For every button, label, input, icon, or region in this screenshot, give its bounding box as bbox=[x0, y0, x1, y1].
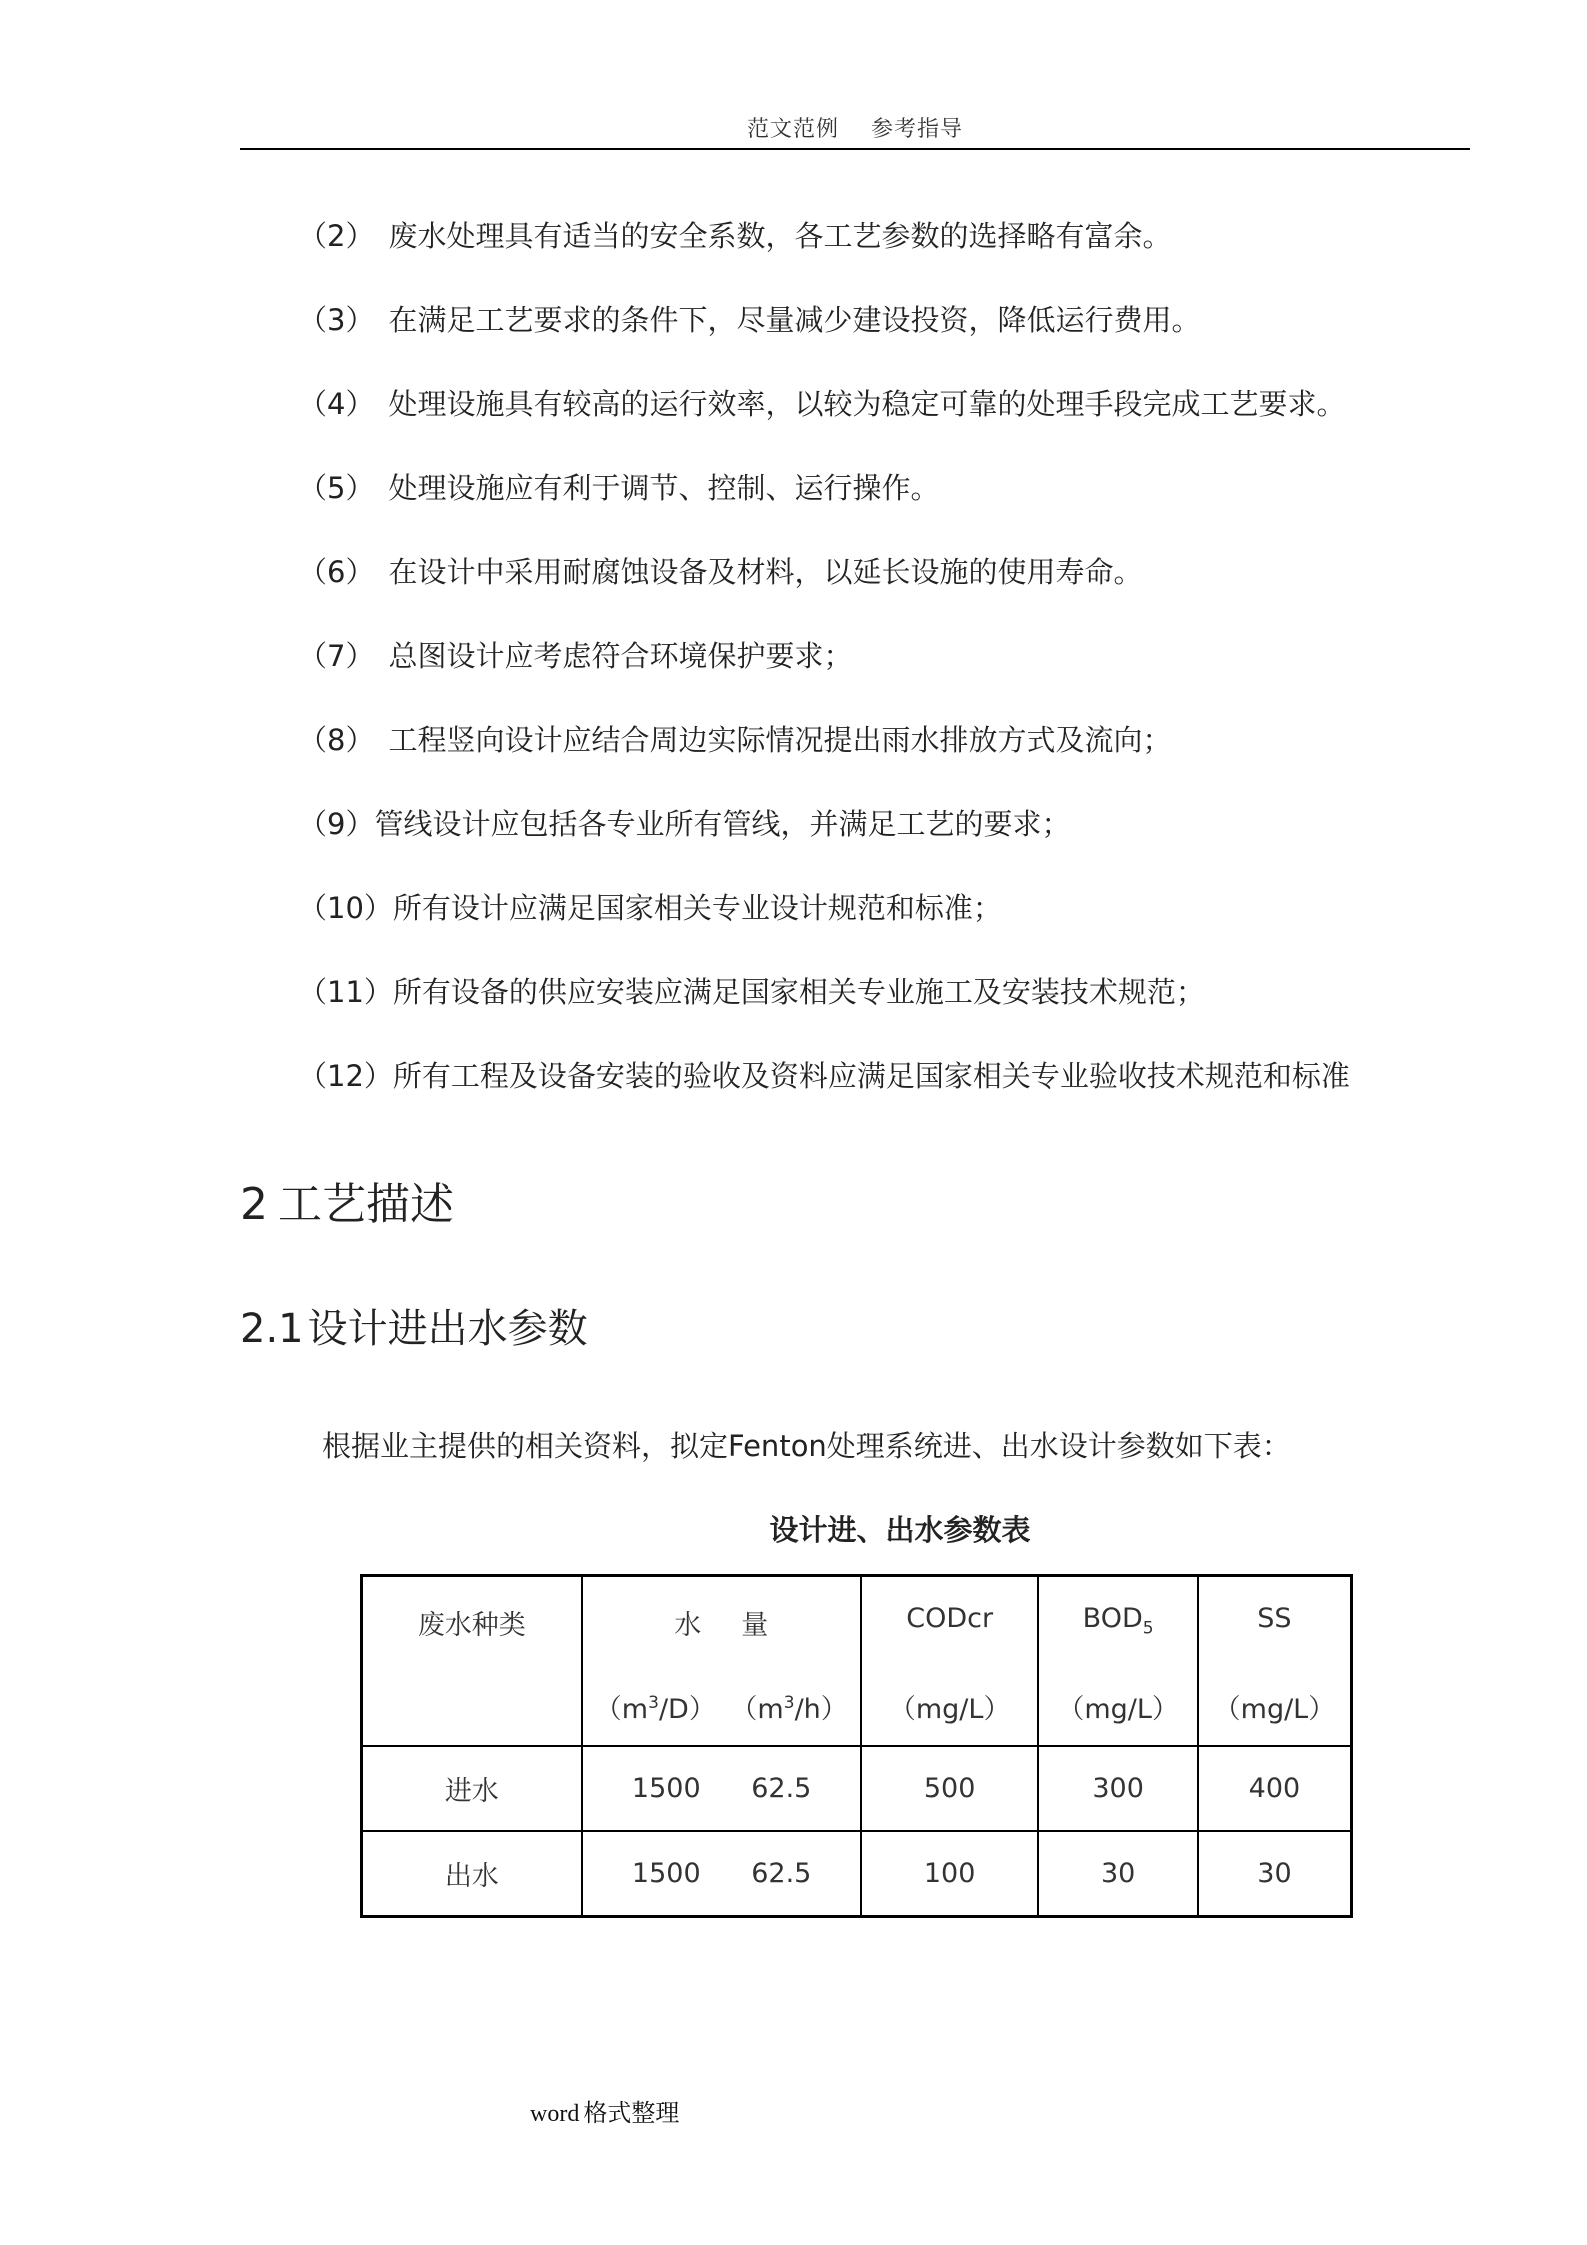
unit-hour-pre: （m bbox=[730, 1694, 784, 1725]
item-text: 总图设计应考虑符合环境保护要求； bbox=[388, 639, 853, 673]
item-text: 所有设备的供应安装应满足国家相关专业施工及安装技术规范； bbox=[392, 975, 1205, 1009]
parameters-table bbox=[360, 1574, 1353, 1918]
cell-flow-hour: 62.5 bbox=[751, 1857, 812, 1889]
list-item bbox=[298, 628, 1488, 712]
item-text: 所有设计应满足国家相关专业设计规范和标准； bbox=[392, 891, 1002, 925]
item-number: （2） bbox=[298, 219, 375, 253]
list-item bbox=[298, 208, 1488, 292]
item-number: （5） bbox=[298, 471, 375, 505]
header-cell-bod bbox=[1038, 1576, 1198, 1747]
table-row bbox=[362, 1746, 1352, 1831]
unit-day-pre: （m bbox=[594, 1694, 649, 1725]
header-bod-label bbox=[1039, 1603, 1197, 1638]
list-item bbox=[298, 964, 1488, 1048]
section-heading bbox=[240, 1168, 464, 1232]
header-ss-label: SS bbox=[1257, 1603, 1292, 1634]
unit-per-hour bbox=[730, 1694, 847, 1725]
page-footer bbox=[530, 2093, 683, 2128]
cell-cod: 500 bbox=[861, 1746, 1038, 1831]
cell-type: 进水 bbox=[362, 1746, 582, 1831]
intro-paragraph: 根据业主提供的相关资料，拟定Fenton处理系统进、出水设计参数如下表： bbox=[322, 1429, 1291, 1463]
header-cell-ss bbox=[1198, 1576, 1352, 1747]
item-text: 管线设计应包括各专业所有管线，并满足工艺的要求； bbox=[374, 807, 1071, 841]
cell-cod: 100 bbox=[861, 1831, 1038, 1916]
header-cell-flow bbox=[582, 1576, 861, 1747]
header-ss-unit: （mg/L） bbox=[1213, 1694, 1336, 1725]
table-caption: 设计进、出水参数表 bbox=[769, 1513, 1031, 1547]
item-text: 工程竖向设计应结合周边实际情况提出雨水排放方式及流向； bbox=[388, 723, 1172, 757]
unit-hour-post: /h） bbox=[794, 1694, 848, 1725]
subsection-number: 2.1 bbox=[240, 1306, 304, 1352]
cell-type: 出水 bbox=[362, 1831, 582, 1916]
footer-text: 格式整理 bbox=[583, 2101, 680, 2127]
unit-day-sup: 3 bbox=[648, 1693, 659, 1713]
header-bod-main: BOD bbox=[1082, 1603, 1143, 1634]
section-title: 工艺描述 bbox=[278, 1179, 454, 1230]
header-cod-unit: （mg/L） bbox=[888, 1694, 1011, 1725]
item-text: 处理设施具有较高的运行效率，以较为稳定可靠的处理手段完成工艺要求。 bbox=[388, 387, 1346, 421]
section-number: 2 bbox=[240, 1179, 268, 1230]
item-number: （3） bbox=[298, 303, 375, 337]
cell-flow-hour: 62.5 bbox=[751, 1773, 812, 1804]
header-flow-label bbox=[583, 1603, 860, 1642]
item-text: 处理设施应有利于调节、控制、运行操作。 bbox=[388, 471, 940, 505]
item-number: （10） bbox=[298, 891, 393, 925]
item-number: （4） bbox=[298, 387, 375, 421]
footer-word: word bbox=[530, 2101, 580, 2127]
header-type-label: 废水种类 bbox=[417, 1610, 526, 1641]
item-number: （12） bbox=[298, 1059, 393, 1093]
header-cell-cod bbox=[861, 1576, 1038, 1747]
cell-ss: 30 bbox=[1198, 1831, 1352, 1916]
list-item bbox=[298, 544, 1488, 628]
list-item bbox=[298, 460, 1488, 544]
cell-flow-day: 1500 bbox=[631, 1857, 701, 1889]
list-item bbox=[298, 1048, 1488, 1132]
unit-hour-sup: 3 bbox=[783, 1693, 795, 1713]
list-item bbox=[298, 712, 1488, 796]
header-flow-char-a: 水 bbox=[674, 1610, 702, 1641]
item-number: （11） bbox=[298, 975, 393, 1009]
header-left-text: 范文范例 bbox=[746, 117, 839, 142]
cell-ss: 400 bbox=[1198, 1746, 1352, 1831]
header-right-text: 参考指导 bbox=[871, 117, 964, 142]
cell-flow-day: 1500 bbox=[631, 1773, 701, 1804]
page-header bbox=[240, 112, 1470, 150]
table-header-row bbox=[362, 1576, 1352, 1747]
header-bod-sub: 5 bbox=[1142, 1618, 1154, 1639]
item-text: 废水处理具有适当的安全系数，各工艺参数的选择略有富余。 bbox=[388, 219, 1172, 253]
item-text: 所有工程及设备安装的验收及资料应满足国家相关专业验收技术规范和标准 bbox=[392, 1059, 1350, 1093]
item-text: 在设计中采用耐腐蚀设备及材料，以延长设施的使用寿命。 bbox=[388, 555, 1143, 589]
cell-flow bbox=[582, 1831, 861, 1916]
item-number: （8） bbox=[298, 723, 375, 757]
header-bod-unit: （mg/L） bbox=[1057, 1694, 1179, 1725]
header-flow-units bbox=[583, 1687, 860, 1726]
list-item bbox=[298, 292, 1488, 376]
cell-bod: 30 bbox=[1038, 1831, 1198, 1916]
list-item bbox=[298, 796, 1488, 880]
table-row bbox=[362, 1831, 1352, 1916]
requirements-list bbox=[298, 208, 1488, 1132]
unit-per-day bbox=[595, 1694, 716, 1725]
header-cell-type bbox=[362, 1576, 582, 1747]
cell-flow bbox=[582, 1746, 861, 1831]
subsection-title: 设计进出水参数 bbox=[307, 1306, 588, 1352]
item-text: 在满足工艺要求的条件下，尽量减少建设投资，降低运行费用。 bbox=[388, 303, 1201, 337]
subsection-heading bbox=[240, 1297, 592, 1354]
unit-day-post: /D） bbox=[658, 1694, 716, 1725]
cell-bod: 300 bbox=[1038, 1746, 1198, 1831]
list-item bbox=[298, 880, 1488, 964]
item-number: （7） bbox=[298, 639, 375, 673]
item-number: （6） bbox=[298, 555, 375, 589]
header-flow-char-b: 量 bbox=[741, 1610, 769, 1641]
list-item bbox=[298, 376, 1488, 460]
item-number: （9） bbox=[298, 807, 375, 841]
header-cod-label: CODcr bbox=[906, 1603, 994, 1634]
